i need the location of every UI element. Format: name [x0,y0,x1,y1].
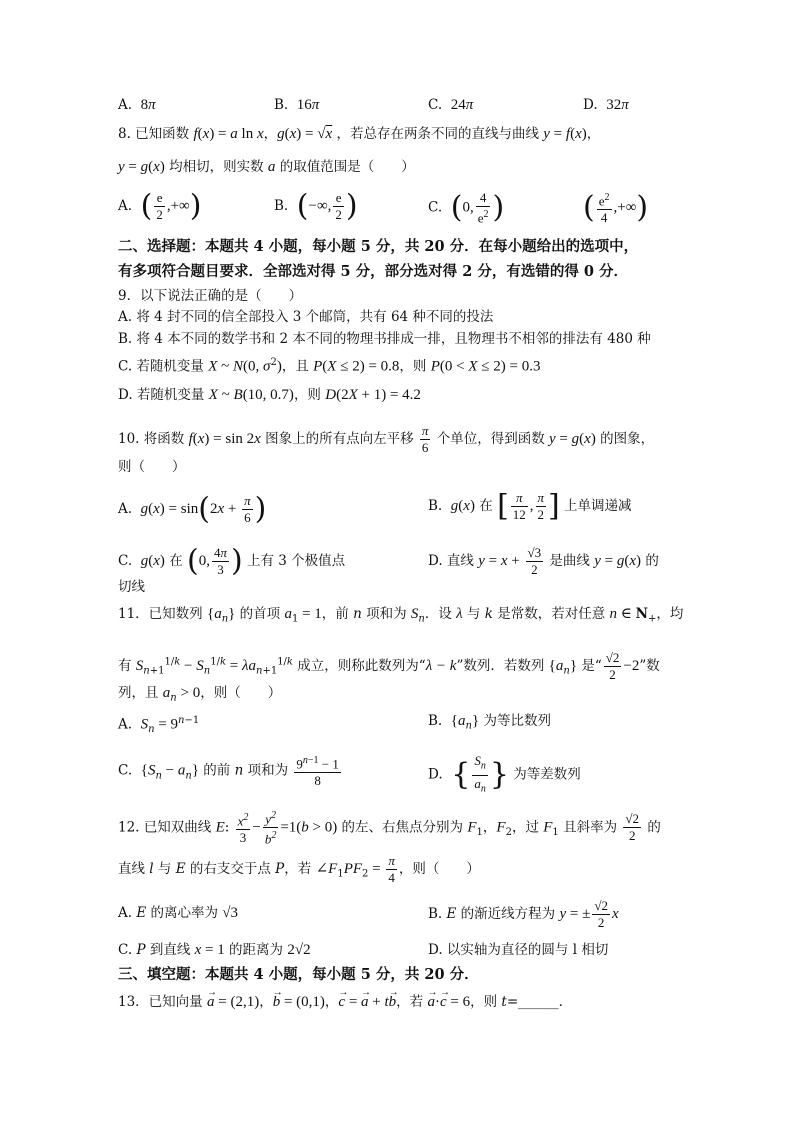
q11-option-a: A. $S_n = 9^{n-1}$ [118,715,200,736]
q12-stem-line2: 直线 l 与 E 的右支交于点 P，若 $\angle F_1PF_2$ = $\frac{\pi}{4}$ ，则（ ） [118,853,480,885]
q7-option-c: C. 24π [428,97,474,113]
q12-option-c: C. P 到直线 x = 1 的距离为 2√2 [118,942,311,958]
q12-option-d: D. 以实轴为直径的圆与 l 相切 [428,942,609,958]
q9-option-b: B. 将 4 本不同的数学书和 2 本不同的物理书排成一排，且物理书不相邻的排法有 480 种 [118,331,651,347]
q7-option-b: B. 16π [274,97,320,113]
q12-stem-line1: 12. 已知双曲线 E: $\frac{x^2}{3}$ − $\frac{y^2}{b^2}$ =1(b > 0) 的左、右焦点分别为 $F_1$，$F_2$，过 $F_1$ 且斜率为 $\frac{√2}{2}$ 的 [118,810,661,847]
q9-stem: 9．以下说法正确的是（ ） [118,288,303,304]
q8-option-d: ( $\frac{e^2}{4}$ ,+∞) [583,190,649,226]
q11-stem-line2: 有 $S_{n+1}^{1/k} - S_n^{1/k} = \lambda a_{n+1}^{1/k}$ 成立，则称此数列为“λ − k”数列．若数列 $\{a_n\}$ 是“ $\frac{√2}{2}$ −2”数 [118,650,660,682]
q13-stem: 13．已知向量 a → = (2,1)，b → = (0,1)，c → = a → + tb → ，若 a → ·c → = 6，则 t=______． [118,987,573,1010]
q12-option-b: B. E 的渐近线方程为 y = ± $\frac{√2}{2}$ x [428,898,619,930]
q9-option-c: C. 若随机变量 X ~ N(0, $\sigma^2$)，且 P(X ≤ 2) = 0.8，则 P(0 < X ≤ 2) = 0.3 [118,357,541,375]
q8-option-a: A. ( $\frac{e}{2}$ ,+∞) [118,188,202,224]
section-2-header-line2: 有多项符合题目要求．全部选对得 5 分，部分选对得 2 分，有选错的得 0 分． [118,263,629,280]
q11-stem-line1: 11．已知数列 $\{a_n\}$ 的首项 $a_1 = 1$，前 n 项和为 $S_n$．设 λ 与 k 是常数，若对任意 n ∈ $N_+$，均 [118,606,684,625]
q12-option-a: A. E 的离心率为 √3 [118,905,239,921]
q11-stem-line3: 列，且 $a_n > 0$，则（ ） [118,685,282,704]
q10-option-d: D. 直线 y = x + $\frac{√3}{2}$ 是曲线 y = g(x) 的 [428,545,659,577]
q8-option-c: C. (0, $\frac{4}{e^2}$ ) [428,190,505,226]
section-3-header: 三、填空题：本题共 4 小题，每小题 5 分，共 20 分． [118,966,479,983]
q8-stem-line1: 8. 已知函数 f(x) = a ln x，g(x) = √x ，若总存在两条不同的直线与曲线 y = f(x)， [118,126,601,142]
q10-stem-line2: 则（ ） [118,459,186,475]
q7-option-d: D. 32π [583,97,629,113]
q11-option-d: D. { $\frac{S_n}{a_n}$ } 为等差数列 [428,753,581,795]
q7-option-a: A. 8π [118,97,156,113]
q10-option-a: A. g(x) = sin(2x + $\frac{\pi}{6}$ ) [118,491,267,527]
q10-stem-line1: 10. 将函数 f(x) = sin 2x 图象上的所有点向左平移 $\frac{\pi}{6}$ 个单位，得到函数 y = g(x) 的图象， [118,423,655,455]
section-2-header-line1: 二、选择题：本题共 4 小题，每小题 5 分，共 20 分．在每小题给出的选项中， [118,238,639,255]
q8-option-b: B. (−∞, $\frac{e}{2}$ ) [274,188,358,224]
q9-option-d: D. 若随机变量 X ~ B(10, 0.7)，则 D(2X + 1) = 4.2 [118,387,421,403]
q10-option-c: C. g(x) 在 (0, $\frac{4\pi}{3}$ ) 上有 3 个极值点 [118,543,346,579]
q9-option-a: A. 将 4 封不同的信全部投入 3 个邮筒，共有 64 种不同的投法 [118,309,494,325]
q11-option-c: C. $\{S_n - a_n\}$ 的前 n 项和为 $\frac{9^{n-1} - 1}{8}$ [118,755,339,789]
q10-option-d-continued: 切线 [118,579,145,595]
q8-stem-line2: y = g(x) 均相切，则实数 a 的取值范围是（ ） [118,159,415,175]
q10-option-b: B. g(x) 在 [ $\frac{\pi}{12}$ , $\frac{\pi}{2}$ ] 上单调递减 [428,488,632,524]
q11-option-b: B. $\{a_n\}$ 为等比数列 [428,713,551,732]
